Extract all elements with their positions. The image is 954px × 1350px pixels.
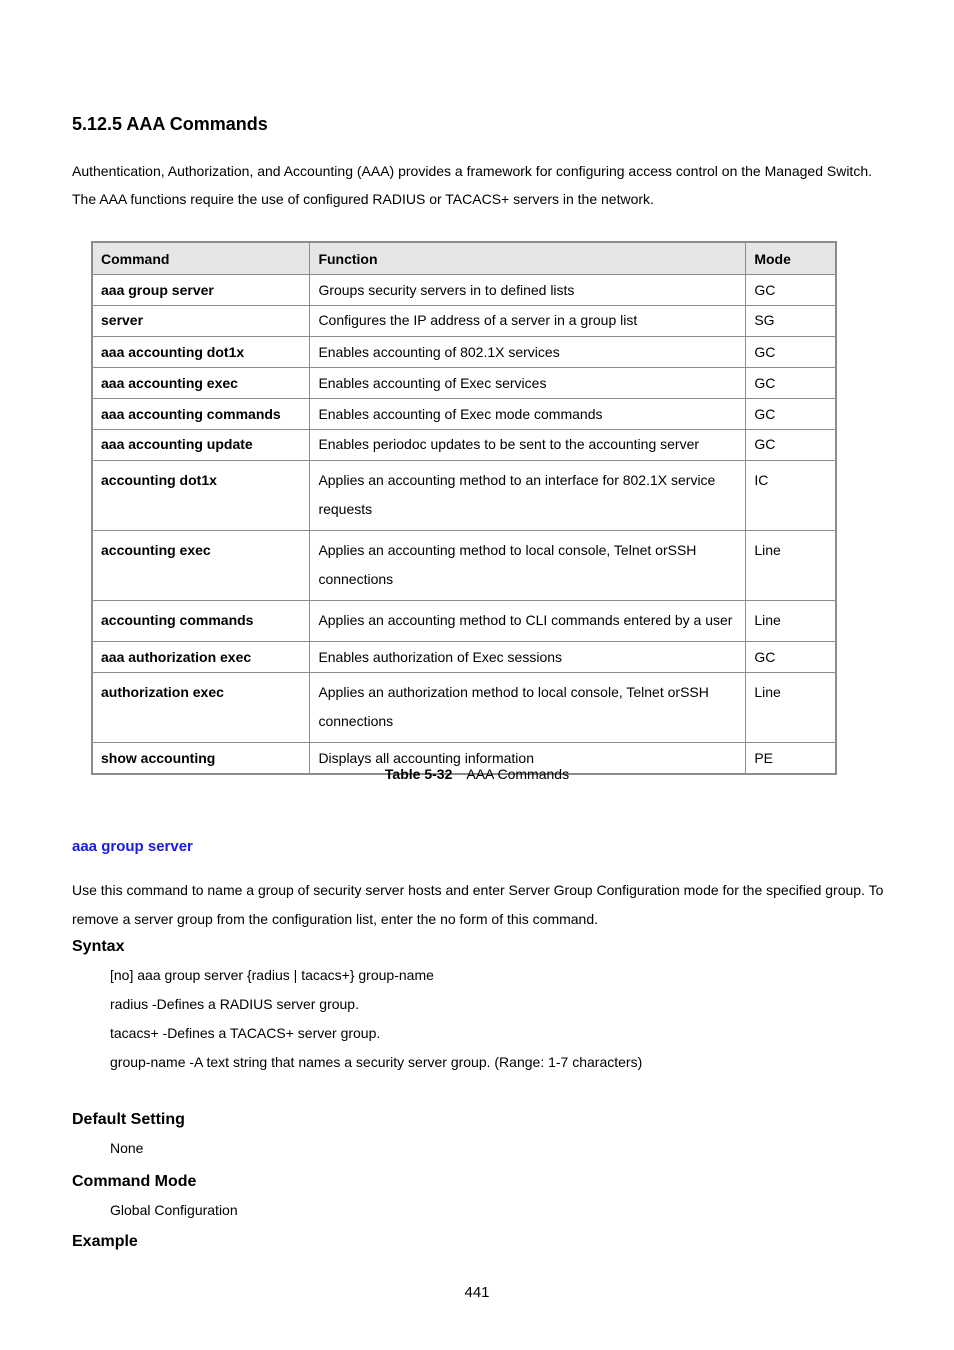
cell-command: accounting commands [92,601,310,642]
default-setting-value: None [110,1140,144,1156]
syntax-line: [no] aaa group server {radius | tacacs+} group-name [110,967,434,983]
table-caption-label: Table 5-32 [384,766,453,782]
table-row [92,306,836,337]
command-mode-heading: Command Mode [72,1173,197,1190]
cell-command: aaa accounting exec [92,368,310,399]
syntax-heading: Syntax [72,938,125,955]
cell-function: Enables accounting of 802.1X services [310,337,746,368]
cell-function: Enables accounting of Exec services [310,368,746,399]
cell-mode: GC [746,399,836,430]
cell-command: authorization exec [92,673,310,743]
table-row [92,601,836,642]
cell-function: Applies an accounting method to CLI commands entered by a user [310,601,746,642]
table-row [92,399,836,430]
header-command: Command [92,242,310,275]
table-row [92,275,836,306]
default-setting-heading: Default Setting [72,1111,185,1128]
cell-command: aaa accounting update [92,430,310,461]
section-title: 5.12.5 AAA Commands [72,114,268,134]
cell-command: accounting exec [92,531,310,601]
table-row [92,531,836,601]
cell-mode: IC [746,461,836,531]
table-row [92,430,836,461]
cell-command: aaa accounting commands [92,399,310,430]
cell-command: aaa accounting dot1x [92,337,310,368]
cell-mode: GC [746,642,836,673]
cell-command: show accounting [92,743,310,775]
header-function: Function [310,242,746,275]
command-mode-value: Global Configuration [110,1202,238,1218]
table-row [92,368,836,399]
cell-mode: GC [746,368,836,399]
cell-function: Enables accounting of Exec mode commands [310,399,746,430]
cell-mode: SG [746,306,836,337]
cell-function: Configures the IP address of a server in a group list [310,306,746,337]
example-heading: Example [72,1233,138,1250]
cell-function: Enables periodoc updates to be sent to the accounting server [310,430,746,461]
table-row [92,673,836,743]
intro-paragraph: Authentication, Authorization, and Accounting (AAA) provides a framework for configuring access control on the Managed Switch. The AAA functions require the use of configured RADIUS or TACACS+ servers in the network. [72,163,872,207]
table-caption-text: AAA Commands [466,766,570,782]
cell-mode: GC [746,430,836,461]
table-caption [0,766,954,782]
table-row [92,337,836,368]
table-row [92,461,836,531]
cell-command: accounting dot1x [92,461,310,531]
cell-command: server [92,306,310,337]
cell-function: Displays all accounting information [310,743,746,775]
command-description: Use this command to name a group of security server hosts and enter Server Group Configuration mode for the specified group. To remove a server group from the configuration list, enter the no form of this command. [72,882,884,927]
cell-function: Enables authorization of Exec sessions [310,642,746,673]
command-heading-link[interactable]: aaa group server [72,838,193,855]
table-header-row [92,242,836,275]
header-mode: Mode [746,242,836,275]
aaa-commands-table [91,241,837,775]
cell-function: Applies an authorization method to local console, Telnet orSSH connections [310,673,746,743]
table-row [92,642,836,673]
cell-mode: Line [746,531,836,601]
cell-mode: GC [746,275,836,306]
cell-mode: Line [746,601,836,642]
syntax-line: group-name -A text string that names a security server group. (Range: 1-7 characters) [110,1054,643,1070]
syntax-line: tacacs+ -Defines a TACACS+ server group. [110,1025,381,1041]
syntax-line: radius -Defines a RADIUS server group. [110,996,359,1012]
page-number: 441 [464,1284,490,1301]
cell-command: aaa authorization exec [92,642,310,673]
cell-mode: Line [746,673,836,743]
cell-mode: GC [746,337,836,368]
cell-function: Applies an accounting method to local console, Telnet orSSH connections [310,531,746,601]
cell-function: Applies an accounting method to an interface for 802.1X service requests [310,461,746,531]
cell-function: Groups security servers in to defined lists [310,275,746,306]
cell-mode: PE [746,743,836,775]
cell-command: aaa group server [92,275,310,306]
